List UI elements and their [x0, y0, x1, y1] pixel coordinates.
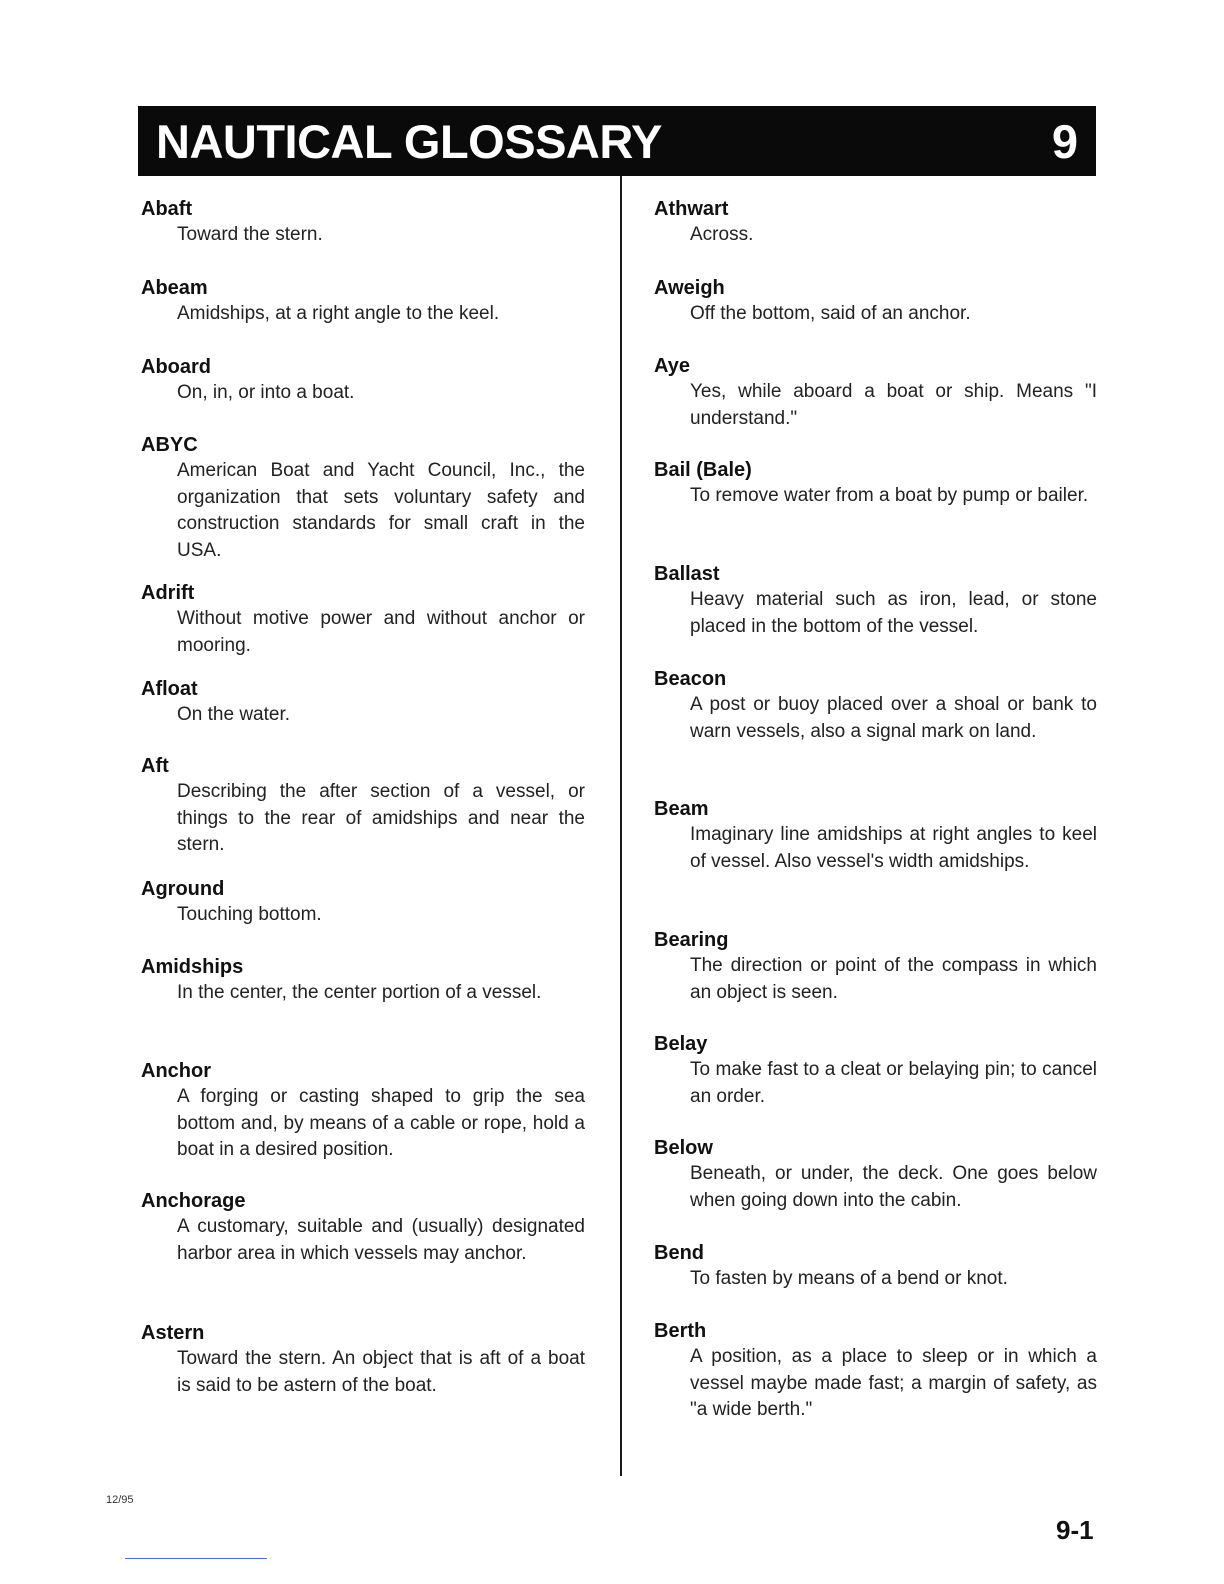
page-number: 9-1 [1056, 1515, 1094, 1545]
glossary-definition: To fasten by means of a bend or knot. [690, 1268, 1008, 1289]
glossary-definition: Amidships, at a right angle to the keel. [177, 303, 500, 324]
glossary-term: Athwart [654, 198, 729, 220]
glossary-entry [141, 753, 585, 859]
glossary-term: Beacon [654, 668, 727, 690]
glossary-definition: On, in, or into a boat. [177, 382, 355, 403]
glossary-definition: Imaginary line amidships at right angles to keel of vessel. Also vessel's width amidships. [690, 824, 1097, 872]
glossary-entry [141, 1320, 585, 1399]
glossary-definition: Toward the stern. An object that is aft of a boat is said to be astern of the boat. [177, 1348, 585, 1396]
glossary-definition: Off the bottom, said of an anchor. [690, 303, 971, 324]
glossary-definition: A position, as a place to sleep or in which a vessel maybe made fast; a margin of safety, as "a wide berth." [690, 1346, 1097, 1420]
chapter-number: 9 [1051, 114, 1078, 168]
glossary-term: Bail (Bale) [654, 459, 752, 481]
glossary-term: Anchorage [141, 1190, 246, 1212]
glossary-term: Aweigh [654, 277, 725, 299]
glossary-entry [654, 275, 1097, 328]
glossary-term: Beam [654, 798, 709, 820]
glossary-entry [654, 561, 1097, 640]
glossary-entry [654, 1240, 1097, 1293]
chapter-header [138, 106, 1096, 176]
glossary-definition: A customary, suitable and (usually) designated harbor area in which vessels may anchor. [177, 1216, 585, 1264]
glossary-term: Aft [141, 755, 169, 777]
glossary-definition: A post or buoy placed over a shoal or bank to warn vessels, also a signal mark on land. [690, 694, 1097, 742]
glossary-entry [141, 954, 585, 1007]
glossary-definition: To remove water from a boat by pump or bailer. [690, 485, 1089, 506]
glossary-term: Bearing [654, 929, 729, 951]
glossary-entry [654, 1135, 1097, 1214]
glossary-entry [141, 196, 585, 249]
glossary-term: Astern [141, 1322, 205, 1344]
glossary-term: Aboard [141, 356, 211, 378]
glossary-term: Abeam [141, 277, 208, 299]
glossary-entry [141, 354, 585, 407]
glossary-term: Ballast [654, 563, 720, 585]
glossary-definition: Yes, while aboard a boat or ship. Means "I understand." [690, 381, 1097, 429]
glossary-definition: On the water. [177, 704, 291, 725]
footer-rule [125, 1558, 267, 1559]
glossary-term: ABYC [141, 434, 198, 456]
glossary-definition: Beneath, or under, the deck. One goes below when going down into the cabin. [690, 1163, 1097, 1211]
glossary-definition: A forging or casting shaped to grip the sea bottom and, by means of a cable or rope, hold a boat in a desired position. [177, 1086, 585, 1160]
page-title: NAUTICAL GLOSSARY [156, 114, 662, 168]
glossary-definition: Touching bottom. [177, 904, 322, 925]
glossary-definition: Describing the after section of a vessel, or things to the rear of amidships and near the stern. [177, 781, 585, 855]
glossary-entry [141, 1058, 585, 1164]
glossary-term: Afloat [141, 678, 198, 700]
glossary-entry [654, 927, 1097, 1006]
glossary-term: Aye [654, 355, 690, 377]
glossary-definition: The direction or point of the compass in which an object is seen. [690, 955, 1097, 1003]
glossary-entry [654, 1031, 1097, 1110]
glossary-term: Anchor [141, 1060, 211, 1082]
glossary-definition: In the center, the center portion of a vessel. [177, 982, 542, 1003]
glossary-definition: Heavy material such as iron, lead, or stone placed in the bottom of the vessel. [690, 589, 1097, 637]
glossary-term: Belay [654, 1033, 708, 1055]
glossary-entry [654, 196, 1097, 249]
glossary-term: Berth [654, 1320, 707, 1342]
glossary-definition: American Boat and Yacht Council, Inc., the organization that sets voluntary safety and construction standards for small craft in the USA. [177, 460, 585, 561]
glossary-entry [654, 796, 1097, 875]
glossary-entry [141, 876, 585, 929]
revision-date: 12/95 [106, 1494, 134, 1506]
glossary-term: Abaft [141, 198, 193, 220]
glossary-definition: Without motive power and without anchor or mooring. [177, 608, 585, 656]
glossary-definition: Across. [690, 224, 754, 245]
glossary-term: Below [654, 1137, 713, 1159]
glossary-entry [141, 580, 585, 659]
glossary-entry [141, 432, 585, 564]
glossary-entry [654, 457, 1097, 510]
glossary-entry [141, 1188, 585, 1267]
glossary-definition: To make fast to a cleat or belaying pin; to cancel an order. [690, 1059, 1097, 1107]
glossary-term: Amidships [141, 956, 244, 978]
glossary-term: Adrift [141, 582, 195, 604]
glossary-term: Bend [654, 1242, 704, 1264]
glossary-entry [654, 353, 1097, 432]
glossary-entry [654, 1318, 1097, 1424]
column-divider [620, 176, 622, 1476]
glossary-entry [141, 676, 585, 729]
glossary-term: Aground [141, 878, 225, 900]
glossary-definition: Toward the stern. [177, 224, 323, 245]
glossary-entry [654, 666, 1097, 745]
glossary-entry [141, 275, 585, 328]
